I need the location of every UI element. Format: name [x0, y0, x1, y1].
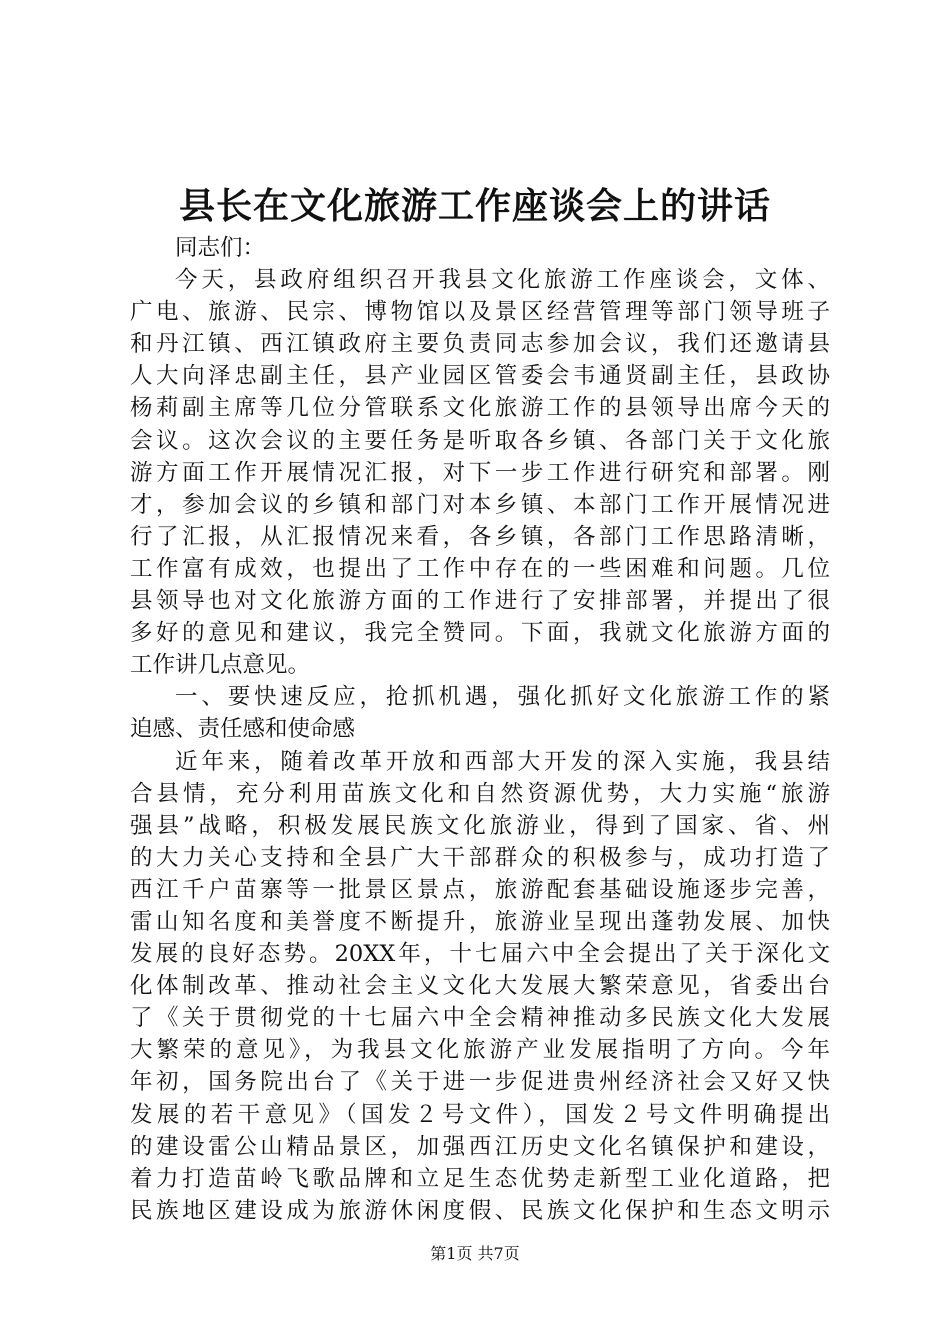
- text-line: 的大力关心支持和全县广大干部群众的积极参与，成功打造了: [130, 844, 830, 871]
- text-line: 杨莉副主席等几位分管联系文化旅游工作的县领导出席今天的: [130, 395, 830, 422]
- text-line: 同志们：: [175, 235, 266, 261]
- text-line: 民族地区建设成为旅游休闲度假、民族文化保护和生态文明示: [130, 1197, 830, 1224]
- text-line: 大繁荣的意见》，为我县文化旅游产业发展指明了方向。今年: [130, 1037, 830, 1064]
- text-line: 今天，县政府组织召开我县文化旅游工作座谈会，文体、: [175, 267, 830, 294]
- text-line: 多好的意见和建议，我完全赞同。下面，我就文化旅游方面的: [130, 620, 830, 647]
- document-title: 县长在文化旅游工作座谈会上的讲话: [178, 185, 771, 227]
- text-line: 西江千户苗寨等一批景区景点，旅游配套基础设施逐步完善，: [130, 876, 830, 903]
- text-line: 的建设雷公山精品景区，加强西江历史文化名镇保护和建设，: [130, 1133, 830, 1160]
- text-line: 发展的若干意见》（国发２号文件），国发２号文件明确提出: [130, 1101, 830, 1128]
- text-line: 和丹江镇、西江镇政府主要负责同志参加会议，我们还邀请县: [130, 331, 830, 358]
- section-heading: 迫感、责任感和使命感: [130, 716, 356, 743]
- text-line: 雷山知名度和美誉度不断提升，旅游业呈现出蓬勃发展、加快: [130, 908, 830, 935]
- text-line: 会议。这次会议的主要任务是听取各乡镇、各部门关于文化旅: [130, 427, 830, 454]
- text-line: 游方面工作开展情况汇报，对下一步工作进行研究和部署。刚: [130, 459, 830, 486]
- text-line: 县领导也对文化旅游方面的工作进行了安排部署，并提出了很: [130, 588, 830, 615]
- text-line: 了《关于贯彻党的十七届六中全会精神推动多民族文化大发展: [130, 1005, 830, 1032]
- text-line: 人大向泽忠副主任，县产业园区管委会韦通贤副主任，县政协: [130, 363, 830, 390]
- text-line: 近年来，随着改革开放和西部大开发的深入实施，我县结: [175, 748, 830, 775]
- text-line: 年初，国务院出台了《关于进一步促进贵州经济社会又好又快: [130, 1069, 830, 1096]
- document-body: [130, 232, 830, 1227]
- text-line: 合县情，充分利用苗族文化和自然资源优势，大力实施“旅游: [130, 780, 830, 807]
- page-number: 第1页 共7页: [430, 1244, 520, 1263]
- text-line: 强县”战略，积极发展民族文化旅游业，得到了国家、省、州: [130, 812, 830, 839]
- section-heading: 一、要快速反应，抢抓机遇，强化抓好文化旅游工作的紧: [175, 684, 830, 711]
- text-line: 行了汇报，从汇报情况来看，各乡镇，各部门工作思路清晰，: [130, 523, 830, 550]
- text-line: 工作富有成效，也提出了工作中存在的一些困难和问题。几位: [130, 555, 830, 582]
- text-line: 发展的良好态势。20XX年，十七届六中全会提出了关于深化文: [130, 941, 830, 968]
- text-line: 广电、旅游、民宗、博物馆以及景区经营管理等部门领导班子: [130, 299, 830, 326]
- text-line: 工作讲几点意见。: [130, 652, 311, 679]
- text-line: 才，参加会议的乡镇和部门对本乡镇、本部门工作开展情况进: [130, 491, 830, 518]
- text-line: 着力打造苗岭飞歌品牌和立足生态优势走新型工业化道路，把: [130, 1165, 830, 1192]
- text-line: 化体制改革、推动社会主义文化大发展大繁荣意见，省委出台: [130, 973, 830, 1000]
